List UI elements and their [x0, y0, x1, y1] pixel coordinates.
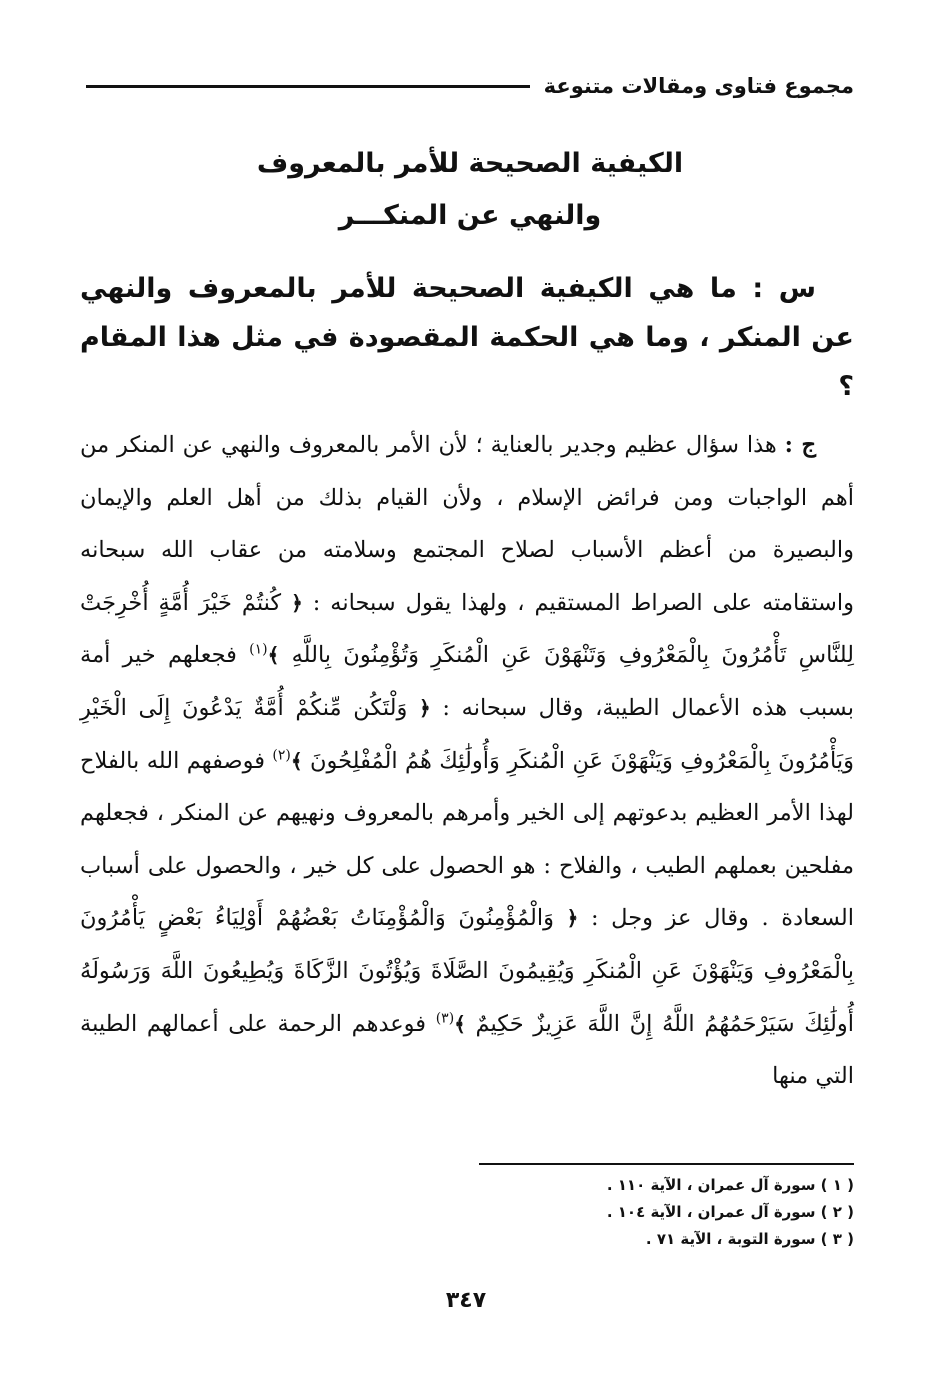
footnote-ref-3: (٣)	[435, 1010, 455, 1027]
footnote-separator	[479, 1163, 854, 1165]
answer-text-2: فجعلهم خير أمة بسبب هذه الأعمال الطيبة، وقال سبحانه :	[80, 642, 854, 721]
footnotes	[354, 1172, 854, 1253]
question-paragraph: س : ما هي الكيفية الصحيحة للأمر بالمعروف والنهي عن المنكر ، وما هي الحكمة المقصودة في مثل هذا المقام ؟	[80, 273, 854, 402]
footnote-ref-2: (٢)	[272, 747, 291, 764]
page-number: ٣٤٧	[445, 1288, 487, 1313]
quran-verse-2: وَلْتَكُن مِّنكُمْ أُمَّةٌ يَدْعُونَ إِلَى الْخَيْرِ وَيَأْمُرُونَ بِالْمَعْرُوفِ وَيَنْهَوْنَ عَنِ الْمُنكَرِ وَأُولَٰئِكَ هُمُ الْمُفْلِحُونَ	[80, 694, 854, 774]
answer-lead: ج :	[784, 432, 816, 458]
running-title: مجموع فتاوى ومقالات متنوعة	[543, 74, 854, 98]
answer-paragraph	[80, 419, 854, 1103]
quran-bracket-close: ﴾	[454, 1011, 466, 1036]
quran-bracket-close: ﴾	[267, 643, 280, 668]
article-heading	[86, 138, 854, 242]
footnote-ref-1: (١)	[249, 641, 268, 658]
quran-bracket-open: ﴿	[566, 906, 579, 931]
quran-verse-3: وَالْمُؤْمِنُونَ وَالْمُؤْمِنَاتُ بَعْضُهُمْ أَوْلِيَاءُ بَعْضٍ يَأْمُرُونَ بِالْمَعْرُوفِ وَيَنْهَوْنَ عَنِ الْمُنكَرِ وَيُقِيمُونَ الصَّلَاةَ وَيُؤْتُونَ الزَّكَاةَ وَيُطِيعُونَ اللَّهَ وَرَسُولَهُ أُولَٰئِكَ سَيَرْحَمُهُمُ اللَّهُ إِنَّ اللَّهَ عَزِيزٌ حَكِيمٌ	[80, 905, 854, 1037]
running-header	[86, 66, 854, 106]
answer-text-4: فوعدهم الرحمة على أعمالهم الطيبة التي منها	[80, 1010, 854, 1090]
quran-bracket-open: ﴿	[419, 695, 431, 720]
answer-text-3: فوصفهم الله بالفلاح لهذا الأمر العظيم بدعوتهم إلى الخير وأمرهم بالمعروف ونهيهم عن المنكر ، فجعلهم مفلحين بعملهم الطيب ، والفلاح : هو الحصول على كل خير ، والحصول على أسباب السعادة . وقال عز وجل :	[80, 747, 854, 932]
heading-line-2: والنهي عن المنكـــر	[338, 200, 602, 231]
header-rule	[86, 85, 530, 88]
footnote-3: ( ٣ ) سورة التوبة ، الآية ٧١ .	[645, 1230, 854, 1248]
answer-text-1: هذا سؤال عظيم وجدير بالعناية ؛ لأن الأمر بالمعروف والنهي عن المنكر من أهم الواجبات ومن فرائض الإسلام ، ولأن القيام بذلك من أهل العلم والإيمان والبصيرة من أعظم الأسباب لصلاح المجتمع وسلامته من عقاب الله سبحانه واستقامته على الصراط المستقيم ، ولهذا يقول سبحانه :	[80, 432, 855, 616]
footnote-1: ( ١ ) سورة آل عمران ، الآية ١١٠ .	[606, 1176, 854, 1194]
heading-line-1: الكيفية الصحيحة للأمر بالمعروف	[256, 148, 684, 179]
quran-verse-1: كُنتُمْ خَيْرَ أُمَّةٍ أُخْرِجَتْ لِلنَّاسِ تَأْمُرُونَ بِالْمَعْرُوفِ وَتَنْهَوْنَ عَنِ الْمُنكَرِ وَتُؤْمِنُونَ بِاللَّهِ	[80, 589, 855, 669]
body-text	[80, 264, 854, 1103]
quran-bracket-close: ﴾	[290, 748, 303, 773]
footnote-2: ( ٢ ) سورة آل عمران ، الآية ١٠٤ .	[606, 1203, 854, 1221]
quran-bracket-open: ﴿	[291, 590, 303, 615]
